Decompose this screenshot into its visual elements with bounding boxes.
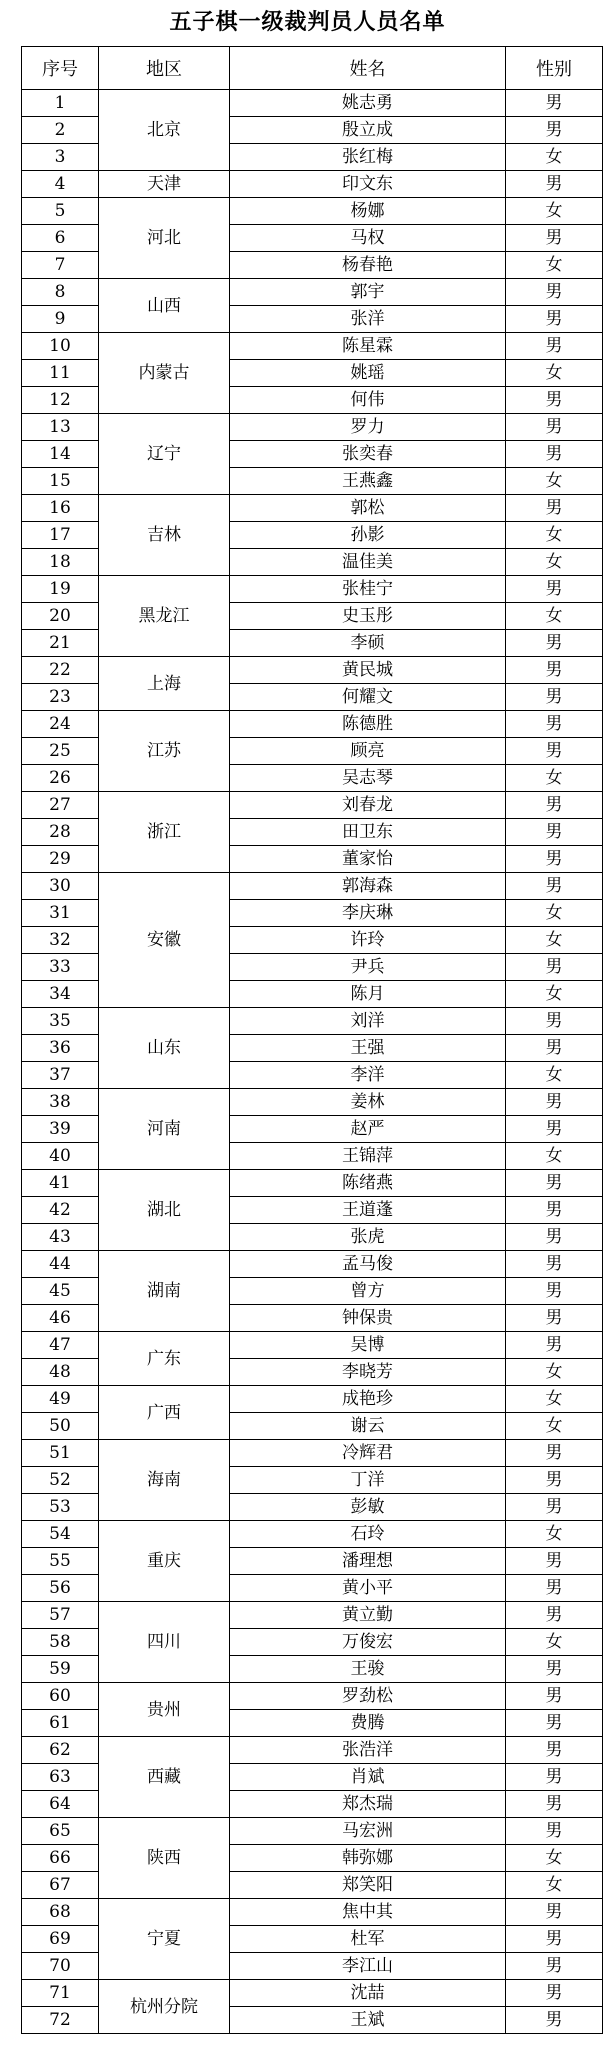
row-index: 48: [22, 1359, 99, 1386]
document-title: 五子棋一级裁判员人员名单: [169, 10, 446, 35]
person-name: 张红梅: [230, 144, 506, 171]
gender-cell: 男: [506, 1251, 603, 1278]
person-name: 王强: [230, 1035, 506, 1062]
region-cell: 陕西: [99, 1818, 230, 1899]
table-row: [22, 414, 603, 441]
region-cell: 江苏: [99, 711, 230, 792]
gender-cell: 女: [506, 927, 603, 954]
gender-cell: 女: [506, 549, 603, 576]
table-row: [22, 1980, 603, 2007]
person-name: 黄立勤: [230, 1602, 506, 1629]
region-cell: 广东: [99, 1332, 230, 1386]
region-cell: 西藏: [99, 1737, 230, 1818]
gender-cell: 男: [506, 1467, 603, 1494]
table-row: [22, 1251, 603, 1278]
gender-cell: 男: [506, 1764, 603, 1791]
gender-cell: 男: [506, 1440, 603, 1467]
person-name: 陈德胜: [230, 711, 506, 738]
region-cell: 内蒙古: [99, 333, 230, 414]
row-index: 9: [22, 306, 99, 333]
gender-cell: 男: [506, 1224, 603, 1251]
row-index: 40: [22, 1143, 99, 1170]
region-cell: 安徽: [99, 873, 230, 1008]
person-name: 孙影: [230, 522, 506, 549]
row-index: 62: [22, 1737, 99, 1764]
person-name: 马宏洲: [230, 1818, 506, 1845]
table-row: [22, 657, 603, 684]
table-row: [22, 1170, 603, 1197]
gender-cell: 男: [506, 576, 603, 603]
table-header-row: [22, 47, 603, 90]
table-row: [22, 1899, 603, 1926]
person-name: 韩弥娜: [230, 1845, 506, 1872]
row-index: 14: [22, 441, 99, 468]
gender-cell: 男: [506, 873, 603, 900]
person-name: 黄小平: [230, 1575, 506, 1602]
gender-cell: 男: [506, 1548, 603, 1575]
row-index: 23: [22, 684, 99, 711]
row-index: 16: [22, 495, 99, 522]
row-index: 46: [22, 1305, 99, 1332]
row-index: 4: [22, 171, 99, 198]
gender-cell: 男: [506, 1170, 603, 1197]
gender-cell: 女: [506, 1386, 603, 1413]
person-name: 罗力: [230, 414, 506, 441]
gender-cell: 男: [506, 1575, 603, 1602]
person-name: 杜军: [230, 1926, 506, 1953]
table-row: [22, 1332, 603, 1359]
gender-cell: 男: [506, 1818, 603, 1845]
person-name: 潘理想: [230, 1548, 506, 1575]
table-row: [22, 279, 603, 306]
region-cell: 吉林: [99, 495, 230, 576]
person-name: 孟马俊: [230, 1251, 506, 1278]
region-cell: 广西: [99, 1386, 230, 1440]
person-name: 成艳珍: [230, 1386, 506, 1413]
region-cell: 北京: [99, 90, 230, 171]
header-name: 姓名: [230, 47, 506, 90]
region-cell: 湖北: [99, 1170, 230, 1251]
person-name: 尹兵: [230, 954, 506, 981]
gender-cell: 男: [506, 117, 603, 144]
person-name: 温佳美: [230, 549, 506, 576]
person-name: 郑杰瑞: [230, 1791, 506, 1818]
region-cell: 浙江: [99, 792, 230, 873]
gender-cell: 男: [506, 333, 603, 360]
gender-cell: 男: [506, 630, 603, 657]
gender-cell: 女: [506, 198, 603, 225]
row-index: 65: [22, 1818, 99, 1845]
person-name: 李江山: [230, 1953, 506, 1980]
header-index: 序号: [22, 47, 99, 90]
region-cell: 贵州: [99, 1683, 230, 1737]
gender-cell: 男: [506, 1494, 603, 1521]
row-index: 47: [22, 1332, 99, 1359]
person-name: 张虎: [230, 1224, 506, 1251]
person-name: 焦中其: [230, 1899, 506, 1926]
table-row: [22, 576, 603, 603]
row-index: 12: [22, 387, 99, 414]
gender-cell: 男: [506, 1899, 603, 1926]
row-index: 20: [22, 603, 99, 630]
person-name: 曾方: [230, 1278, 506, 1305]
gender-cell: 女: [506, 1143, 603, 1170]
gender-cell: 男: [506, 225, 603, 252]
table-row: [22, 711, 603, 738]
table-row: [22, 1602, 603, 1629]
person-name: 马权: [230, 225, 506, 252]
person-name: 郭宇: [230, 279, 506, 306]
row-index: 70: [22, 1953, 99, 1980]
row-index: 11: [22, 360, 99, 387]
header-region: 地区: [99, 47, 230, 90]
row-index: 19: [22, 576, 99, 603]
gender-cell: 女: [506, 1872, 603, 1899]
person-name: 陈星霖: [230, 333, 506, 360]
row-index: 35: [22, 1008, 99, 1035]
person-name: 董家怡: [230, 846, 506, 873]
person-name: 史玉彤: [230, 603, 506, 630]
row-index: 45: [22, 1278, 99, 1305]
person-name: 李硕: [230, 630, 506, 657]
region-cell: 河南: [99, 1089, 230, 1170]
person-name: 彭敏: [230, 1494, 506, 1521]
row-index: 22: [22, 657, 99, 684]
gender-cell: 男: [506, 1953, 603, 1980]
person-name: 费腾: [230, 1710, 506, 1737]
gender-cell: 男: [506, 414, 603, 441]
gender-cell: 男: [506, 1035, 603, 1062]
region-cell: 山西: [99, 279, 230, 333]
gender-cell: 男: [506, 846, 603, 873]
person-name: 姜林: [230, 1089, 506, 1116]
row-index: 7: [22, 252, 99, 279]
person-name: 姚瑶: [230, 360, 506, 387]
row-index: 32: [22, 927, 99, 954]
table-row: [22, 792, 603, 819]
row-index: 72: [22, 2007, 99, 2034]
person-name: 田卫东: [230, 819, 506, 846]
person-name: 李洋: [230, 1062, 506, 1089]
region-cell: 上海: [99, 657, 230, 711]
gender-cell: 女: [506, 1062, 603, 1089]
row-index: 28: [22, 819, 99, 846]
header-gender: 性别: [506, 47, 603, 90]
gender-cell: 女: [506, 1629, 603, 1656]
table-row: [22, 1818, 603, 1845]
row-index: 26: [22, 765, 99, 792]
region-cell: 山东: [99, 1008, 230, 1089]
person-name: 顾亮: [230, 738, 506, 765]
row-index: 41: [22, 1170, 99, 1197]
row-index: 17: [22, 522, 99, 549]
referee-table: [21, 46, 603, 2034]
person-name: 李晓芳: [230, 1359, 506, 1386]
gender-cell: 男: [506, 1683, 603, 1710]
gender-cell: 男: [506, 1926, 603, 1953]
person-name: 张奕春: [230, 441, 506, 468]
table-row: [22, 873, 603, 900]
gender-cell: 女: [506, 468, 603, 495]
row-index: 18: [22, 549, 99, 576]
row-index: 42: [22, 1197, 99, 1224]
row-index: 15: [22, 468, 99, 495]
row-index: 3: [22, 144, 99, 171]
gender-cell: 男: [506, 1116, 603, 1143]
person-name: 黄民城: [230, 657, 506, 684]
gender-cell: 男: [506, 1791, 603, 1818]
gender-cell: 男: [506, 1710, 603, 1737]
region-cell: 四川: [99, 1602, 230, 1683]
person-name: 许玲: [230, 927, 506, 954]
row-index: 24: [22, 711, 99, 738]
person-name: 姚志勇: [230, 90, 506, 117]
person-name: 丁洋: [230, 1467, 506, 1494]
row-index: 53: [22, 1494, 99, 1521]
gender-cell: 男: [506, 1089, 603, 1116]
table-row: [22, 1737, 603, 1764]
row-index: 31: [22, 900, 99, 927]
person-name: 石玲: [230, 1521, 506, 1548]
person-name: 王锦萍: [230, 1143, 506, 1170]
row-index: 21: [22, 630, 99, 657]
row-index: 43: [22, 1224, 99, 1251]
table-row: [22, 495, 603, 522]
row-index: 27: [22, 792, 99, 819]
table-row: [22, 171, 603, 198]
gender-cell: 男: [506, 279, 603, 306]
person-name: 王道蓬: [230, 1197, 506, 1224]
gender-cell: 女: [506, 252, 603, 279]
region-cell: 天津: [99, 171, 230, 198]
gender-cell: 男: [506, 1278, 603, 1305]
row-index: 36: [22, 1035, 99, 1062]
person-name: 王斌: [230, 2007, 506, 2034]
person-name: 张洋: [230, 306, 506, 333]
gender-cell: 女: [506, 522, 603, 549]
row-index: 13: [22, 414, 99, 441]
row-index: 68: [22, 1899, 99, 1926]
gender-cell: 女: [506, 603, 603, 630]
table-row: [22, 1089, 603, 1116]
row-index: 52: [22, 1467, 99, 1494]
table-row: [22, 333, 603, 360]
gender-cell: 男: [506, 1602, 603, 1629]
region-cell: 海南: [99, 1440, 230, 1521]
person-name: 何伟: [230, 387, 506, 414]
row-index: 1: [22, 90, 99, 117]
gender-cell: 男: [506, 1197, 603, 1224]
row-index: 59: [22, 1656, 99, 1683]
person-name: 郭松: [230, 495, 506, 522]
row-index: 51: [22, 1440, 99, 1467]
row-index: 67: [22, 1872, 99, 1899]
row-index: 55: [22, 1548, 99, 1575]
table-row: [22, 90, 603, 117]
row-index: 57: [22, 1602, 99, 1629]
person-name: 吴博: [230, 1332, 506, 1359]
row-index: 69: [22, 1926, 99, 1953]
person-name: 杨春艳: [230, 252, 506, 279]
region-cell: 重庆: [99, 1521, 230, 1602]
gender-cell: 女: [506, 1359, 603, 1386]
gender-cell: 女: [506, 1521, 603, 1548]
gender-cell: 男: [506, 1305, 603, 1332]
person-name: 王骏: [230, 1656, 506, 1683]
row-index: 64: [22, 1791, 99, 1818]
region-cell: 黑龙江: [99, 576, 230, 657]
row-index: 61: [22, 1710, 99, 1737]
row-index: 5: [22, 198, 99, 225]
table-row: [22, 1683, 603, 1710]
region-cell: 辽宁: [99, 414, 230, 495]
gender-cell: 男: [506, 1737, 603, 1764]
row-index: 6: [22, 225, 99, 252]
person-name: 张桂宁: [230, 576, 506, 603]
gender-cell: 男: [506, 171, 603, 198]
gender-cell: 男: [506, 657, 603, 684]
row-index: 25: [22, 738, 99, 765]
gender-cell: 男: [506, 90, 603, 117]
row-index: 71: [22, 1980, 99, 2007]
row-index: 29: [22, 846, 99, 873]
person-name: 刘洋: [230, 1008, 506, 1035]
person-name: 陈绪燕: [230, 1170, 506, 1197]
person-name: 印文东: [230, 171, 506, 198]
gender-cell: 男: [506, 1332, 603, 1359]
row-index: 56: [22, 1575, 99, 1602]
gender-cell: 女: [506, 765, 603, 792]
person-name: 肖斌: [230, 1764, 506, 1791]
row-index: 8: [22, 279, 99, 306]
table-row: [22, 1386, 603, 1413]
person-name: 殷立成: [230, 117, 506, 144]
gender-cell: 女: [506, 1413, 603, 1440]
gender-cell: 男: [506, 387, 603, 414]
row-index: 63: [22, 1764, 99, 1791]
person-name: 钟保贵: [230, 1305, 506, 1332]
gender-cell: 女: [506, 900, 603, 927]
person-name: 张浩洋: [230, 1737, 506, 1764]
row-index: 49: [22, 1386, 99, 1413]
row-index: 30: [22, 873, 99, 900]
person-name: 沈喆: [230, 1980, 506, 2007]
person-name: 吴志琴: [230, 765, 506, 792]
gender-cell: 男: [506, 684, 603, 711]
person-name: 赵严: [230, 1116, 506, 1143]
person-name: 何耀文: [230, 684, 506, 711]
row-index: 38: [22, 1089, 99, 1116]
person-name: 郭海森: [230, 873, 506, 900]
gender-cell: 男: [506, 1656, 603, 1683]
row-index: 54: [22, 1521, 99, 1548]
gender-cell: 女: [506, 1845, 603, 1872]
row-index: 50: [22, 1413, 99, 1440]
table-row: [22, 1440, 603, 1467]
gender-cell: 男: [506, 738, 603, 765]
row-index: 33: [22, 954, 99, 981]
person-name: 冷辉君: [230, 1440, 506, 1467]
person-name: 陈月: [230, 981, 506, 1008]
gender-cell: 男: [506, 792, 603, 819]
gender-cell: 女: [506, 144, 603, 171]
gender-cell: 男: [506, 711, 603, 738]
region-cell: 河北: [99, 198, 230, 279]
table-row: [22, 198, 603, 225]
person-name: 谢云: [230, 1413, 506, 1440]
person-name: 刘春龙: [230, 792, 506, 819]
gender-cell: 男: [506, 441, 603, 468]
gender-cell: 男: [506, 306, 603, 333]
row-index: 58: [22, 1629, 99, 1656]
gender-cell: 男: [506, 954, 603, 981]
person-name: 万俊宏: [230, 1629, 506, 1656]
person-name: 李庆琳: [230, 900, 506, 927]
gender-cell: 男: [506, 1008, 603, 1035]
person-name: 郑笑阳: [230, 1872, 506, 1899]
region-cell: 宁夏: [99, 1899, 230, 1980]
table-row: [22, 1008, 603, 1035]
row-index: 44: [22, 1251, 99, 1278]
gender-cell: 男: [506, 1980, 603, 2007]
gender-cell: 男: [506, 819, 603, 846]
person-name: 王燕鑫: [230, 468, 506, 495]
gender-cell: 女: [506, 360, 603, 387]
row-index: 39: [22, 1116, 99, 1143]
row-index: 10: [22, 333, 99, 360]
region-cell: 湖南: [99, 1251, 230, 1332]
gender-cell: 女: [506, 981, 603, 1008]
row-index: 37: [22, 1062, 99, 1089]
person-name: 罗劲松: [230, 1683, 506, 1710]
row-index: 60: [22, 1683, 99, 1710]
gender-cell: 男: [506, 2007, 603, 2034]
row-index: 2: [22, 117, 99, 144]
person-name: 杨娜: [230, 198, 506, 225]
row-index: 34: [22, 981, 99, 1008]
table-row: [22, 1521, 603, 1548]
gender-cell: 男: [506, 495, 603, 522]
row-index: 66: [22, 1845, 99, 1872]
region-cell: 杭州分院: [99, 1980, 230, 2034]
